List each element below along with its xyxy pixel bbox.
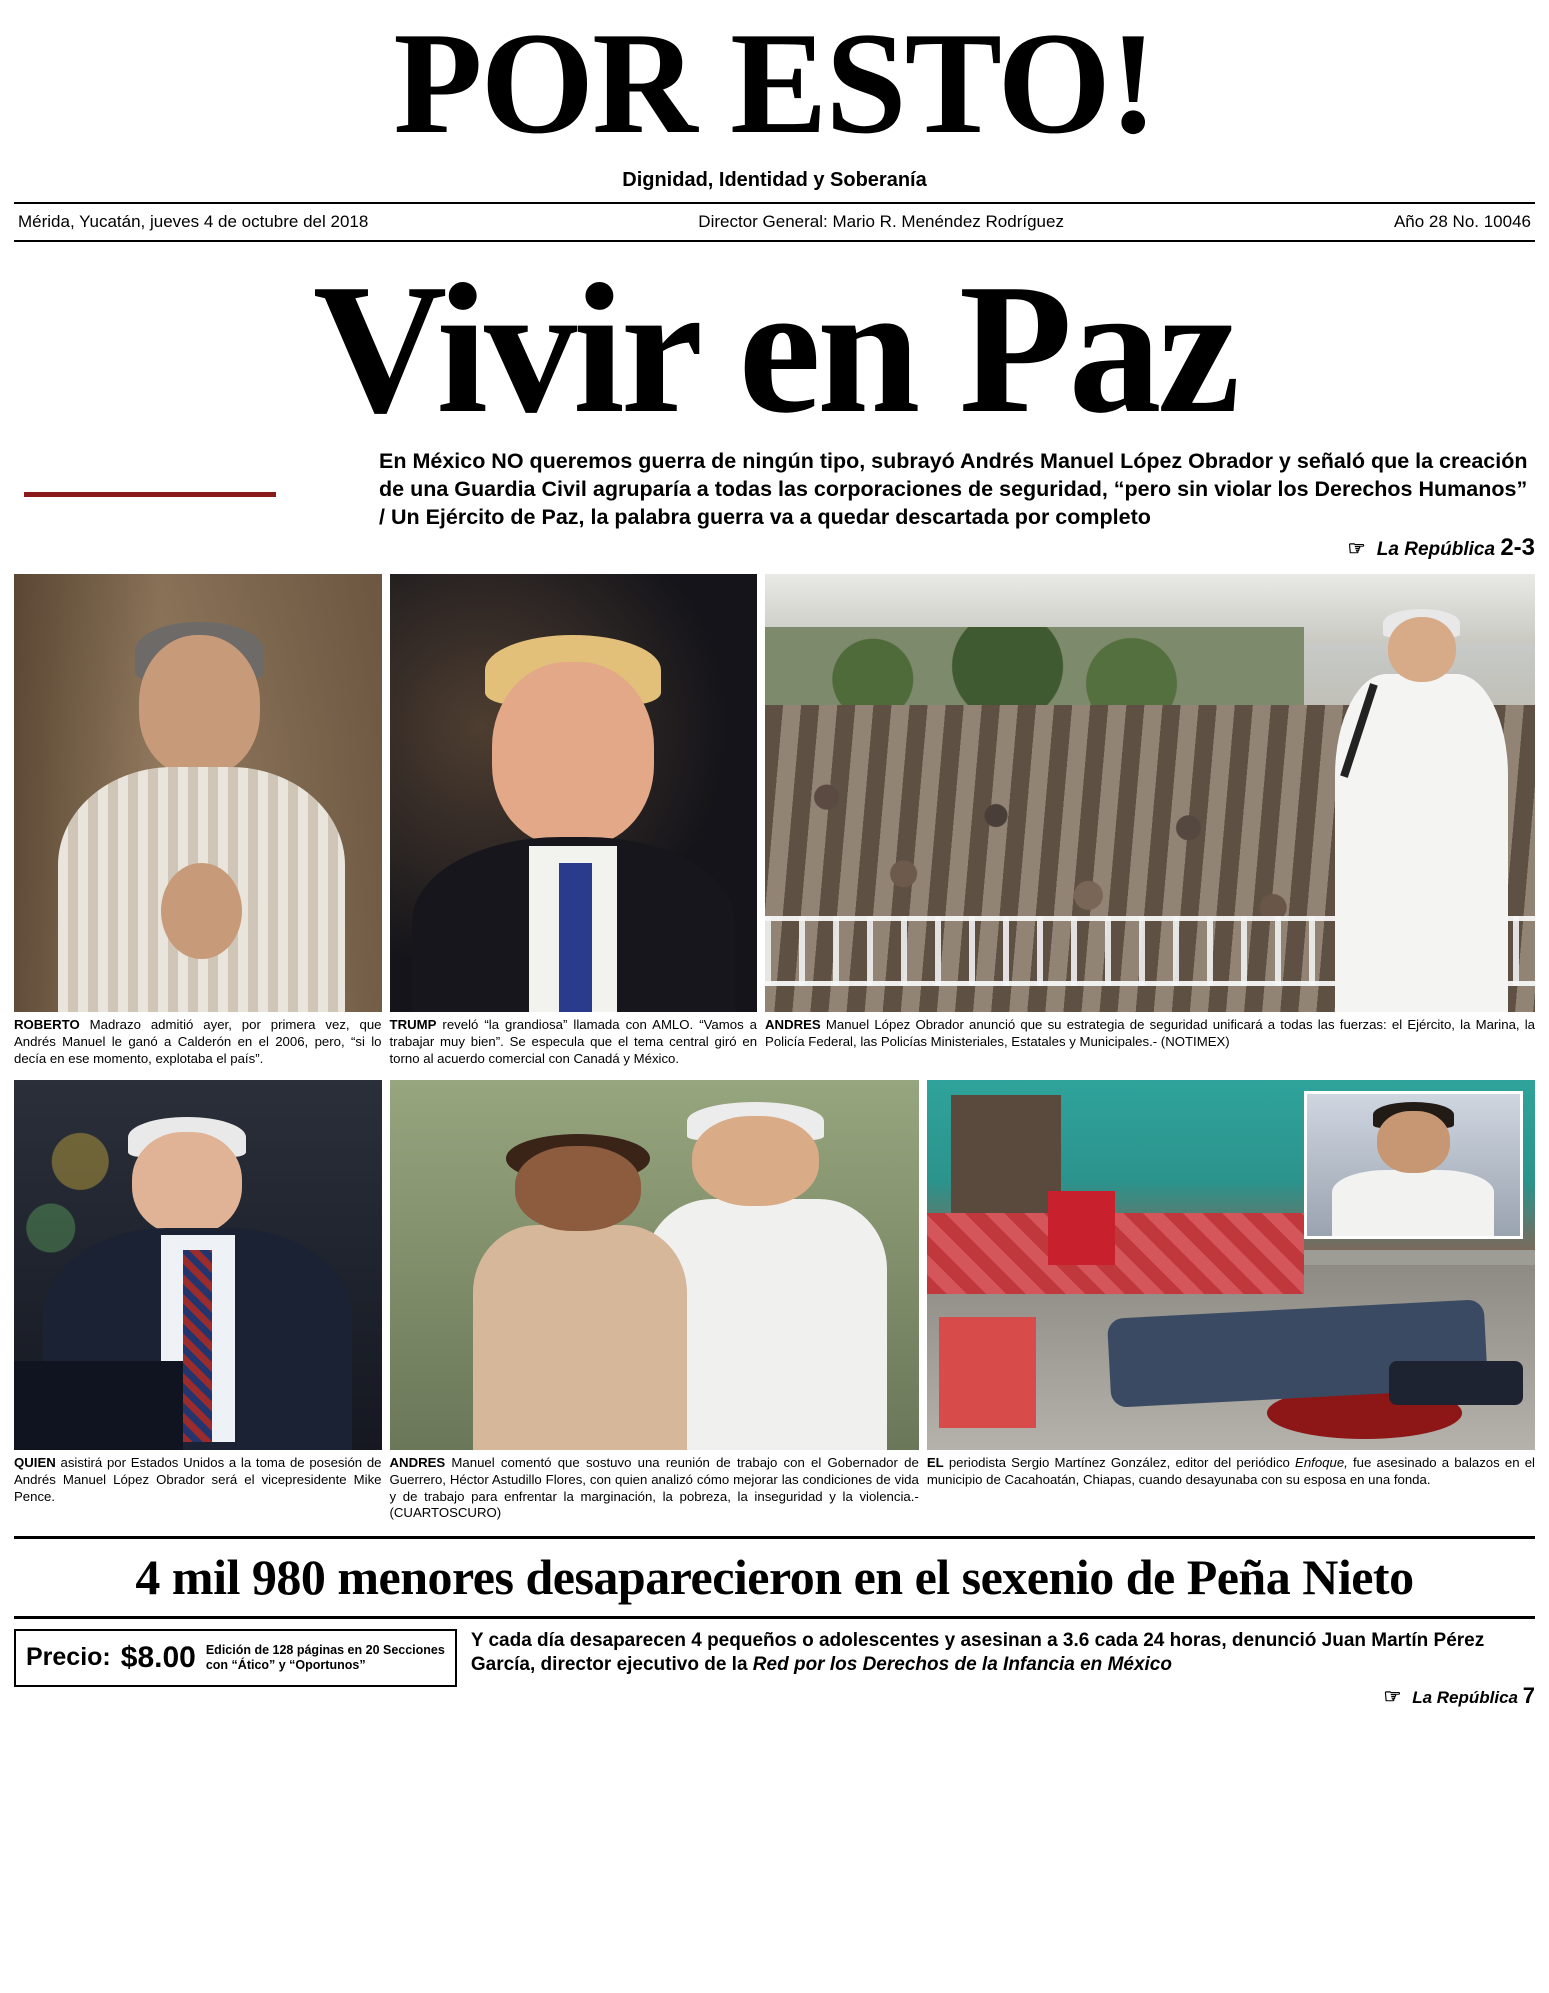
caption-periodista xyxy=(927,1455,1535,1489)
caption-body-madrazo: Madrazo admitió ayer, por primera vez, que Andrés Manuel le ganó a Calderón en el 2006, pero, “si lo decía en ese momento, explotaba el país”. xyxy=(14,1017,382,1066)
masthead xyxy=(14,0,1535,192)
dateline-director: Director General: Mario R. Menéndez Rodríguez xyxy=(698,211,1064,231)
caption-body-amlo-nina: Manuel comentó que sostuvo una reunión de trabajo con el Gobernador de Guerrero, Héctor Astudillo Flores, con quien analizó cómo mejorar las condiciones de vida y de trabajo para enfrentar la marginación, la pobreza, la inseguridad y la violencia.- (CUARTOSCURO) xyxy=(389,1454,919,1521)
red-rule xyxy=(24,492,276,497)
photo-cell-madrazo xyxy=(14,574,382,1068)
photo-row-1 xyxy=(14,574,1535,1068)
pointing-hand-icon: ☞ xyxy=(1347,538,1366,561)
caption-body-periodista: periodista Sergio Martínez González, editor del periódico xyxy=(943,1454,1296,1470)
caption-pence xyxy=(14,1455,382,1506)
deck-text: En México NO queremos guerra de ningún tipo, subrayó Andrés Manuel López Obrador y señaló que la creación de una Guardia Civil agruparía a todas las corporaciones de seguridad, “pero sin violar los Derechos Humanos” / Un Ejército de Paz, la palabra guerra va a quedar descartada por completo xyxy=(379,449,1528,530)
pointing-hand-icon-footer: ☞ xyxy=(1383,1686,1402,1709)
edition-note xyxy=(206,1643,445,1673)
deck-reference xyxy=(379,534,1535,562)
photo-periodista-asesinado xyxy=(927,1080,1535,1450)
footer-text-main: Y cada día desaparecen 4 pequeños o adolescentes y asesinan a 3.6 cada 24 horas, denunció Juan Martín Pérez García, director ejecutivo de la xyxy=(470,1629,1485,1676)
bottom-divider xyxy=(14,1536,1535,1539)
caption-amlo-nina xyxy=(390,1455,919,1523)
masthead-title xyxy=(14,2,1535,164)
photo-amlo-rally xyxy=(765,574,1535,1012)
dateline-issue: Año 28 No. 10046 xyxy=(1393,211,1531,231)
masthead-title-text: POR ESTO! xyxy=(393,2,1156,164)
photo-trump xyxy=(390,574,758,1012)
masthead-slogan: Dignidad, Identidad y Soberanía xyxy=(622,168,927,191)
caption-lead-trump: TRUMP xyxy=(389,1017,437,1033)
deck-left-rule xyxy=(14,448,379,497)
deck-ref-pages: 2-3 xyxy=(1500,534,1535,562)
caption-body-trump: reveló “la grandiosa” llamada con AMLO. “Vamos a trabajar muy bien”. Se especula que el tema central giró en torno al acuerdo comercial con Canadá y México. xyxy=(389,1017,758,1066)
photo-cell-periodista xyxy=(927,1080,1535,1523)
photo-pence xyxy=(14,1080,382,1450)
caption-trump xyxy=(390,1017,758,1068)
edition-line-1: Edición de 128 páginas en 20 Secciones xyxy=(205,1642,445,1657)
caption-body-amlo-rally: Manuel López Obrador anunció que su estrategia de seguridad unificará a todas las fuerzas: el Ejército, la Marina, la Policía Federal, las Policías Ministeriales, Estatales y Municipales.- (NOTIMEX) xyxy=(765,1017,1536,1049)
deck-row xyxy=(14,448,1535,562)
main-headline: Vivir en Paz xyxy=(312,245,1237,452)
caption-madrazo xyxy=(14,1017,382,1068)
photo-cell-amlo-rally xyxy=(765,574,1535,1068)
dateline-place-date: Mérida, Yucatán, jueves 4 de octubre del 2018 xyxy=(18,211,369,231)
photo-cell-trump xyxy=(390,574,758,1068)
photo-row-2 xyxy=(14,1080,1535,1523)
deck-ref-section: La República xyxy=(1376,539,1496,561)
price-value: $8.00 xyxy=(120,1640,196,1674)
caption-italic-periodista: Enfoque, xyxy=(1295,1454,1348,1470)
edition-line-2: con “Ático” y “Oportunos” xyxy=(205,1657,366,1672)
photo-inset-sergio-martinez xyxy=(1304,1091,1523,1239)
footer-reference xyxy=(471,1682,1535,1711)
photo-amlo-nina xyxy=(390,1080,919,1450)
dateline-bar xyxy=(14,202,1535,242)
footer-bar xyxy=(14,1616,1535,1711)
photo-cell-pence xyxy=(14,1080,382,1523)
price-label: Precio: xyxy=(26,1643,111,1672)
caption-body-pence: asistirá por Estados Unidos a la toma de posesión de Andrés Manuel López Obrador será el vicepresidente Mike Pence. xyxy=(14,1454,382,1504)
caption-lead-pence: QUIEN xyxy=(14,1454,56,1470)
footer-text-italic: Red por los Derechos de la Infancia en México xyxy=(752,1654,1172,1676)
caption-lead-amlo-rally: ANDRES xyxy=(765,1017,821,1033)
bottom-headline: 4 mil 980 menores desaparecieron en el sexenio de Peña Nieto xyxy=(135,1549,1414,1606)
price-box xyxy=(14,1629,457,1687)
caption-lead-amlo-nina: ANDRES xyxy=(389,1454,446,1470)
caption-amlo-rally xyxy=(765,1017,1535,1051)
caption-lead-madrazo: ROBERTO xyxy=(14,1017,80,1033)
footer-ref-section: La República xyxy=(1412,1688,1519,1708)
photo-madrazo xyxy=(14,574,382,1012)
caption-lead-periodista: EL xyxy=(926,1454,944,1470)
photo-cell-amlo-nina xyxy=(390,1080,919,1523)
footer-ref-page: 7 xyxy=(1522,1683,1535,1709)
caption-tail-periodista: fue asesinado a balazos en el municipio de Cacahoatán, Chiapas, cuando desayunaba con su esposa en una fonda. xyxy=(926,1454,1535,1487)
footer-text xyxy=(471,1629,1535,1711)
